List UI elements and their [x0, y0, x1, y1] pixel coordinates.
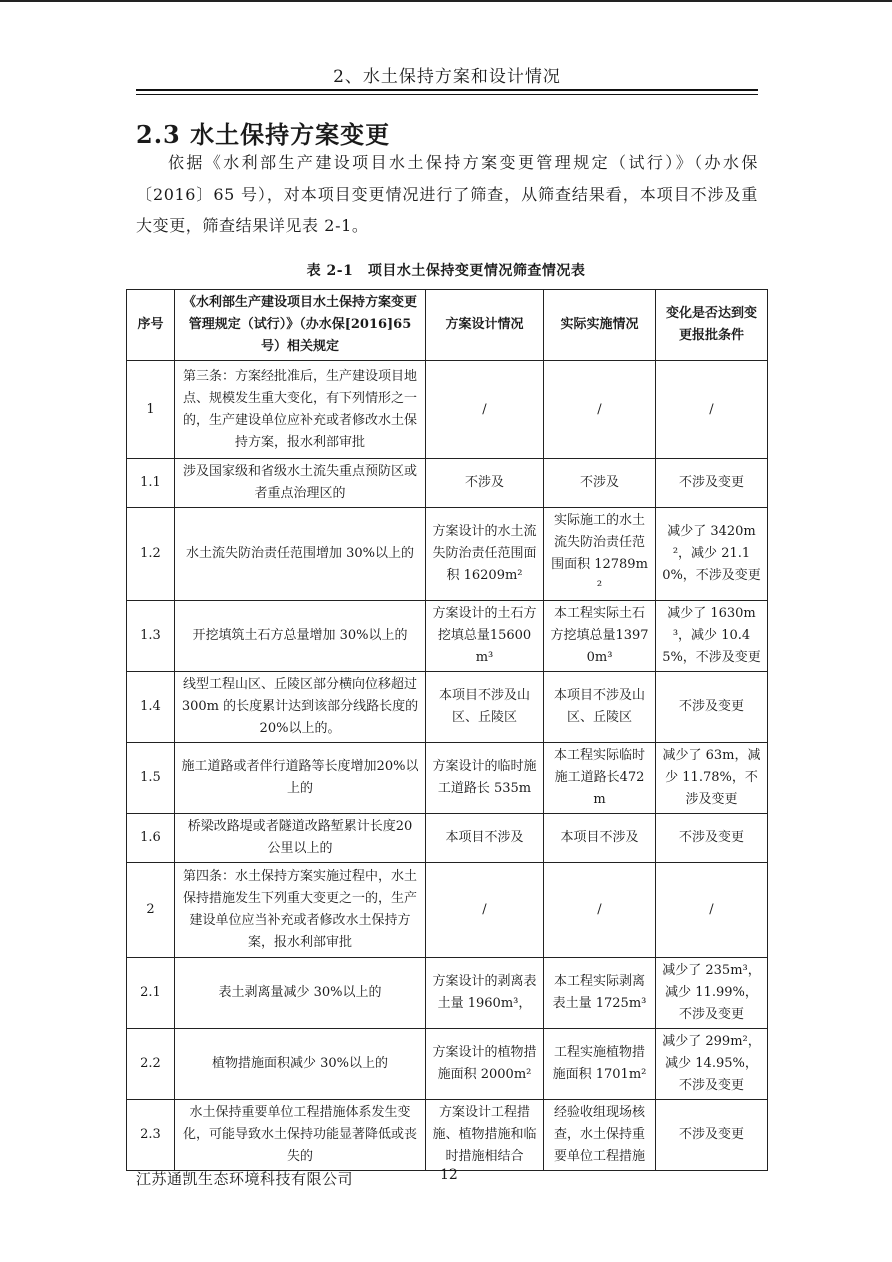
row-no: 2 [127, 863, 175, 958]
header-design: 方案设计情况 [426, 290, 544, 361]
row-result: 减少了 63m，减少 11.78%，不涉及变更 [656, 743, 768, 814]
table-row [127, 1100, 768, 1171]
row-result: 减少了 3420m²，减少 21.10%，不涉及变更 [656, 508, 768, 601]
table-row [127, 958, 768, 1029]
row-rule: 涉及国家级和省级水土流失重点预防区或者重点治理区的 [175, 459, 426, 508]
table-row [127, 1029, 768, 1100]
running-header: 2、水土保持方案和设计情况 [333, 67, 561, 87]
row-result: 减少了 1630m³，减少 10.45%，不涉及变更 [656, 601, 768, 672]
row-actual: 工程实施植物措施面积 1701m² [544, 1029, 656, 1100]
header-rule-thick [136, 89, 758, 91]
row-no: 1.5 [127, 743, 175, 814]
row-design: 方案设计的临时施工道路长 535m [426, 743, 544, 814]
header-actual: 实际实施情况 [544, 290, 656, 361]
row-design: 方案设计的植物措施面积 2000m² [426, 1029, 544, 1100]
row-actual: 实际施工的水土流失防治责任范围面积 12789m² [544, 508, 656, 601]
row-rule: 第三条：方案经批准后，生产建设项目地点、规模发生重大变化，有下列情形之一的，生产建设单位应补充或者修改水土保持方案，报水利部审批 [175, 361, 426, 459]
row-no: 1 [127, 361, 175, 459]
row-design: / [426, 863, 544, 958]
row-no: 1.6 [127, 814, 175, 863]
table-row [127, 672, 768, 743]
header-result: 变化是否达到变更报批条件 [656, 290, 768, 361]
row-design: 本项目不涉及山区、丘陵区 [426, 672, 544, 743]
row-rule: 水土保持重要单位工程措施体系发生变化，可能导致水土保持功能显著降低或丧失的 [175, 1100, 426, 1171]
row-actual: 经验收组现场核查，水土保持重要单位工程措施 [544, 1100, 656, 1171]
row-design: 方案设计的水土流失防治责任范围面积 16209m² [426, 508, 544, 601]
header-rule: 《水利部生产建设项目水土保持方案变更管理规定（试行）》（办水保[2016]65 号）相关规定 [175, 290, 426, 361]
row-design: 本项目不涉及 [426, 814, 544, 863]
intro-paragraph: 依据《水利部生产建设项目水土保持方案变更管理规定（试行）》（办水保〔2016〕65 号），对本项目变更情况进行了筛查，从筛查结果看，本项目不涉及重大变更，筛查结果详见表 2-1。 [136, 153, 758, 235]
row-rule: 植物措施面积减少 30%以上的 [175, 1029, 426, 1100]
row-no: 1.3 [127, 601, 175, 672]
row-design: 方案设计工程措施、植物措施和临时措施相结合 [426, 1100, 544, 1171]
row-no: 1.1 [127, 459, 175, 508]
table-header-row [127, 290, 768, 361]
row-actual: 本工程实际临时施工道路长472m [544, 743, 656, 814]
row-result: 不涉及变更 [656, 1100, 768, 1171]
row-rule: 施工道路或者伴行道路等长度增加20%以上的 [175, 743, 426, 814]
header-no: 序号 [127, 290, 175, 361]
row-actual: / [544, 361, 656, 459]
row-rule: 桥梁改路堤或者隧道改路堑累计长度20 公里以上的 [175, 814, 426, 863]
row-result: 减少了 235m³，减少 11.99%，不涉及变更 [656, 958, 768, 1029]
table-row [127, 814, 768, 863]
row-rule: 线型工程山区、丘陵区部分横向位移超过 300m 的长度累计达到该部分线路长度的 20%以上的。 [175, 672, 426, 743]
table-row [127, 601, 768, 672]
section-title: 2.3 水土保持方案变更 [136, 120, 391, 149]
row-result: 减少了 299m²，减少 14.95%，不涉及变更 [656, 1029, 768, 1100]
footer-company: 江苏通凯生态环境科技有限公司 [136, 1170, 354, 1188]
row-actual: 本项目不涉及山区、丘陵区 [544, 672, 656, 743]
change-screening-table [126, 289, 768, 1171]
table-row [127, 361, 768, 459]
row-rule: 表土剥离量减少 30%以上的 [175, 958, 426, 1029]
table-row [127, 743, 768, 814]
row-no: 1.4 [127, 672, 175, 743]
row-no: 1.2 [127, 508, 175, 601]
row-result: 不涉及变更 [656, 459, 768, 508]
row-no: 2.2 [127, 1029, 175, 1100]
table-row [127, 508, 768, 601]
row-actual: 本工程实际剥离表土量 1725m³ [544, 958, 656, 1029]
row-actual: 本工程实际土石方挖填总量13970m³ [544, 601, 656, 672]
row-design: 方案设计的土石方挖填总量15600m³ [426, 601, 544, 672]
row-actual: 本项目不涉及 [544, 814, 656, 863]
header-rule-thin [136, 94, 758, 95]
row-no: 2.3 [127, 1100, 175, 1171]
row-rule: 第四条：水土保持方案实施过程中，水土保持措施发生下列重大变更之一的，生产建设单位应当补充或者修改水土保持方案，报水利部审批 [175, 863, 426, 958]
page-top-border [0, 0, 892, 2]
row-actual: 不涉及 [544, 459, 656, 508]
table-caption: 表 2-1 项目水土保持变更情况筛查情况表 [306, 263, 586, 279]
row-result: 不涉及变更 [656, 672, 768, 743]
row-design: / [426, 361, 544, 459]
table-row [127, 459, 768, 508]
row-design: 方案设计的剥离表土量 1960m³， [426, 958, 544, 1029]
row-actual: / [544, 863, 656, 958]
row-no: 2.1 [127, 958, 175, 1029]
row-rule: 水土流失防治责任范围增加 30%以上的 [175, 508, 426, 601]
table-row [127, 863, 768, 958]
row-result: / [656, 863, 768, 958]
row-result: / [656, 361, 768, 459]
row-result: 不涉及变更 [656, 814, 768, 863]
row-design: 不涉及 [426, 459, 544, 508]
page-number: 12 [440, 1167, 458, 1183]
row-rule: 开挖填筑土石方总量增加 30%以上的 [175, 601, 426, 672]
